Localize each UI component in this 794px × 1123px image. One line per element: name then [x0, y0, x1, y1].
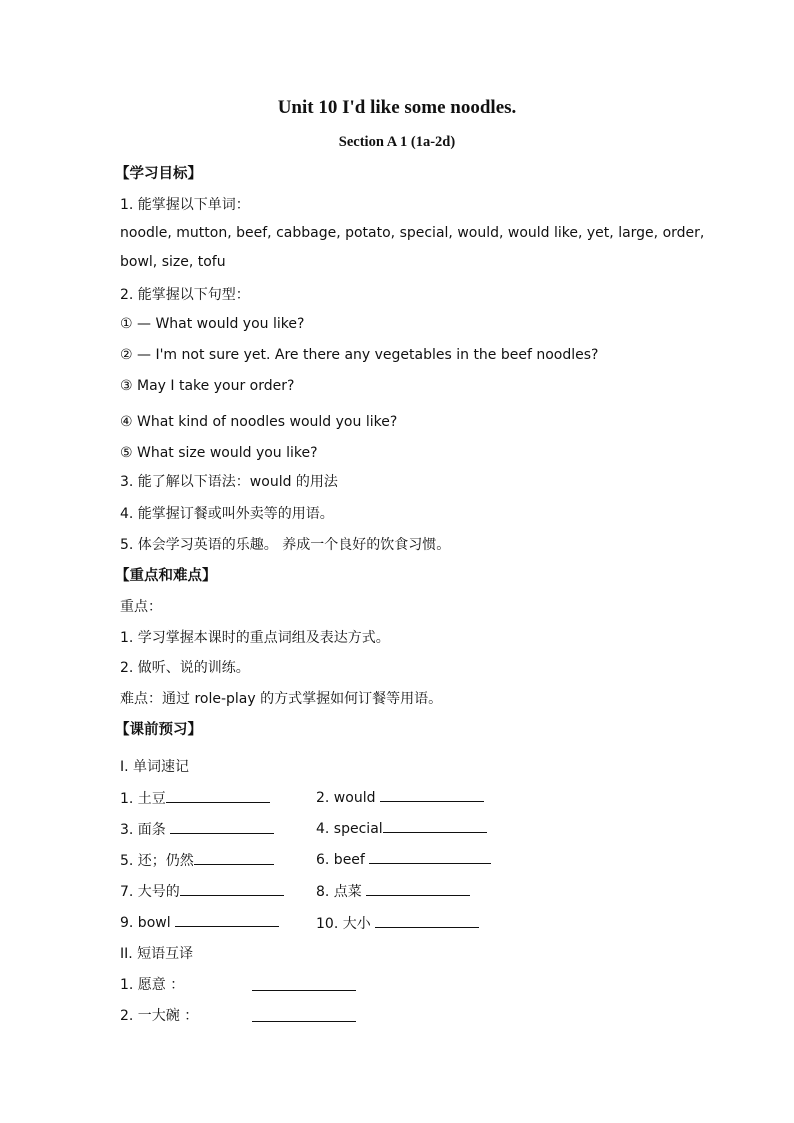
vocab-blank-4[interactable] — [383, 819, 487, 833]
sentence-1: ① — What would you like? — [120, 316, 305, 332]
vocab-item-1 — [120, 788, 270, 808]
sentence-4: ④ What kind of noodles would you like? — [120, 414, 398, 430]
goal-item-3: 3. 能了解以下语法：would 的用法 — [120, 474, 338, 490]
vocab-blank-10[interactable] — [375, 914, 479, 928]
goal-item-5: 5. 体会学习英语的乐趣。 养成一个良好的饮食习惯。 — [120, 537, 451, 553]
vocab-blank-2[interactable] — [380, 788, 484, 802]
goal-item-4: 4. 能掌握订餐或叫外卖等的用语。 — [120, 506, 334, 522]
goal-item-2: 2. 能掌握以下句型： — [120, 287, 250, 303]
key-label: 重点： — [120, 599, 162, 615]
vocab-label-4: 4. special — [316, 821, 383, 837]
preview-heading: 【课前预习】 — [115, 722, 202, 738]
vocab-words-line-1: noodle, mutton, beef, cabbage, potato, special, would, would like, yet, large, order, — [120, 225, 705, 241]
vocab-label-2: 2. would — [316, 790, 380, 806]
keypoints-heading: 【重点和难点】 — [115, 568, 217, 584]
vocab-item-7 — [120, 881, 284, 901]
sentence-2: ② — I'm not sure yet. Are there any vegetables in the beef noodles? — [120, 347, 599, 363]
part2-title: II. 短语互译 — [120, 946, 194, 962]
phrase-blank-1[interactable] — [252, 976, 356, 991]
vocab-item-8 — [316, 881, 470, 901]
phrase-label-2: 2. 一大碗 ： — [120, 1008, 199, 1024]
vocab-item-10 — [316, 913, 479, 933]
vocab-item-4 — [316, 819, 487, 837]
vocab-words-line-2: bowl, size, tofu — [120, 254, 226, 270]
key-item-2: 2. 做听、说的训练。 — [120, 660, 250, 676]
vocab-item-5 — [120, 850, 274, 870]
phrase-blank-2[interactable] — [252, 1007, 356, 1022]
sentence-3: ③ May I take your order? — [120, 378, 295, 394]
vocab-blank-3[interactable] — [170, 820, 274, 834]
vocab-blank-1[interactable] — [166, 789, 270, 803]
vocab-label-8: 8. 点菜 — [316, 884, 367, 900]
section-subtitle: Section A 1 (1a-2d) — [338, 134, 456, 150]
vocab-label-5: 5. 还；仍然 — [120, 853, 194, 869]
vocab-label-9: 9. bowl — [120, 915, 176, 931]
goals-heading: 【学习目标】 — [115, 166, 202, 182]
key-item-1: 1. 学习掌握本课时的重点词组及表达方式。 — [120, 630, 390, 646]
vocab-blank-6[interactable] — [369, 850, 491, 864]
vocab-item-6 — [316, 850, 491, 868]
goal-item-1: 1. 能掌握以下单词： — [120, 197, 250, 213]
vocab-label-7: 7. 大号的 — [120, 884, 180, 900]
difficulty-line: 难点：通过 role-play 的方式掌握如何订餐等用语。 — [120, 691, 443, 707]
vocab-label-3: 3. 面条 — [120, 822, 171, 838]
vocab-blank-7[interactable] — [180, 882, 284, 896]
vocab-blank-5[interactable] — [194, 851, 274, 865]
vocab-item-2 — [316, 788, 484, 806]
vocab-blank-9[interactable] — [175, 913, 279, 927]
vocab-item-3 — [120, 819, 274, 839]
vocab-item-9 — [120, 913, 279, 931]
vocab-blank-8[interactable] — [366, 882, 470, 896]
phrase-label-1: 1. 愿意 ： — [120, 977, 185, 993]
document-title: Unit 10 I'd like some noodles. — [277, 97, 517, 118]
vocab-label-10: 10. 大小 — [316, 916, 376, 932]
part1-title: I. 单词速记 — [120, 759, 190, 775]
sentence-5: ⑤ What size would you like? — [120, 445, 318, 461]
vocab-label-6: 6. beef — [316, 852, 370, 868]
vocab-label-1: 1. 土豆 — [120, 791, 166, 807]
